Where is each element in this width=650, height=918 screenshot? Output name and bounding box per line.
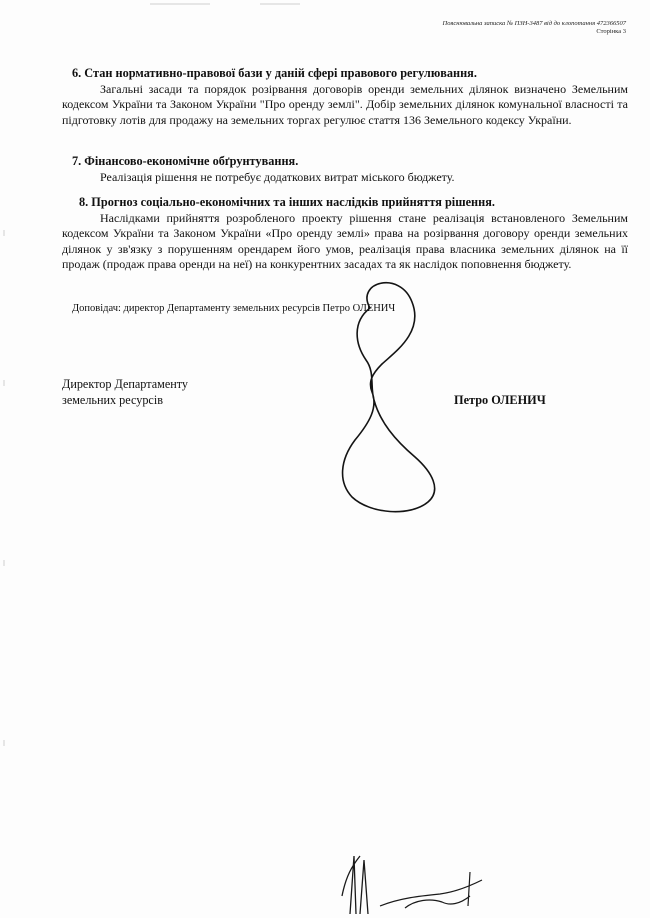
- signatory-name: Петро ОЛЕНИЧ: [454, 393, 546, 407]
- initials-scribble: [320, 836, 510, 918]
- reporter-line: Доповідач: директор Департаменту земельних ресурсів Петро ОЛЕНИЧ: [72, 303, 396, 314]
- signatory-title-line: земельних ресурсів: [62, 392, 163, 407]
- signatory-title-line: Директор Департаменту: [62, 377, 189, 391]
- section-paragraph: Наслідками прийняття розробленого проекту рішення стане реалізація встановленого Земельним кодексом України та Законом України «Про оренду землі» права на розірвання договору оренди земельних ділянок у зв'язку з порушенням орендарем його умов, реалізація права власника земельних ділянок на її продаж (продаж права оренди на неї) на конкурентних засадах та як наслідок поповнення бюджету.: [62, 210, 628, 271]
- signatory-title: [62, 377, 188, 408]
- section-7: [62, 154, 628, 185]
- section-paragraph: Реалізація рішення не потребує додаткових витрат міського бюджету.: [100, 169, 455, 184]
- section-heading: 6. Стан нормативно-правової бази у даній сфері правового регулювання.: [72, 66, 477, 80]
- page-number: Сторінка 3: [596, 28, 626, 35]
- page-header: [443, 20, 626, 36]
- section-heading: 7. Фінансово-економічне обґрунтування.: [72, 154, 299, 168]
- section-paragraph: Загальні засади та порядок розірвання договорів оренди земельних ділянок визначено Земельним кодексом України та Законом України "Про оренду землі". Добір земельних ділянок комунальної власності та підготовку лотів для продажу на земельних торгах регулює стаття 136 Земельного кодексу України.: [62, 81, 628, 127]
- handwritten-signature: [300, 272, 450, 532]
- section-6: [62, 66, 628, 128]
- section-heading: 8. Прогноз соціально-економічних та інших наслідків прийняття рішення.: [79, 195, 495, 209]
- section-8: [62, 195, 628, 273]
- header-note: Пояснювальна записка № ПЗН-3487 від до клопотання 472366507: [442, 20, 626, 27]
